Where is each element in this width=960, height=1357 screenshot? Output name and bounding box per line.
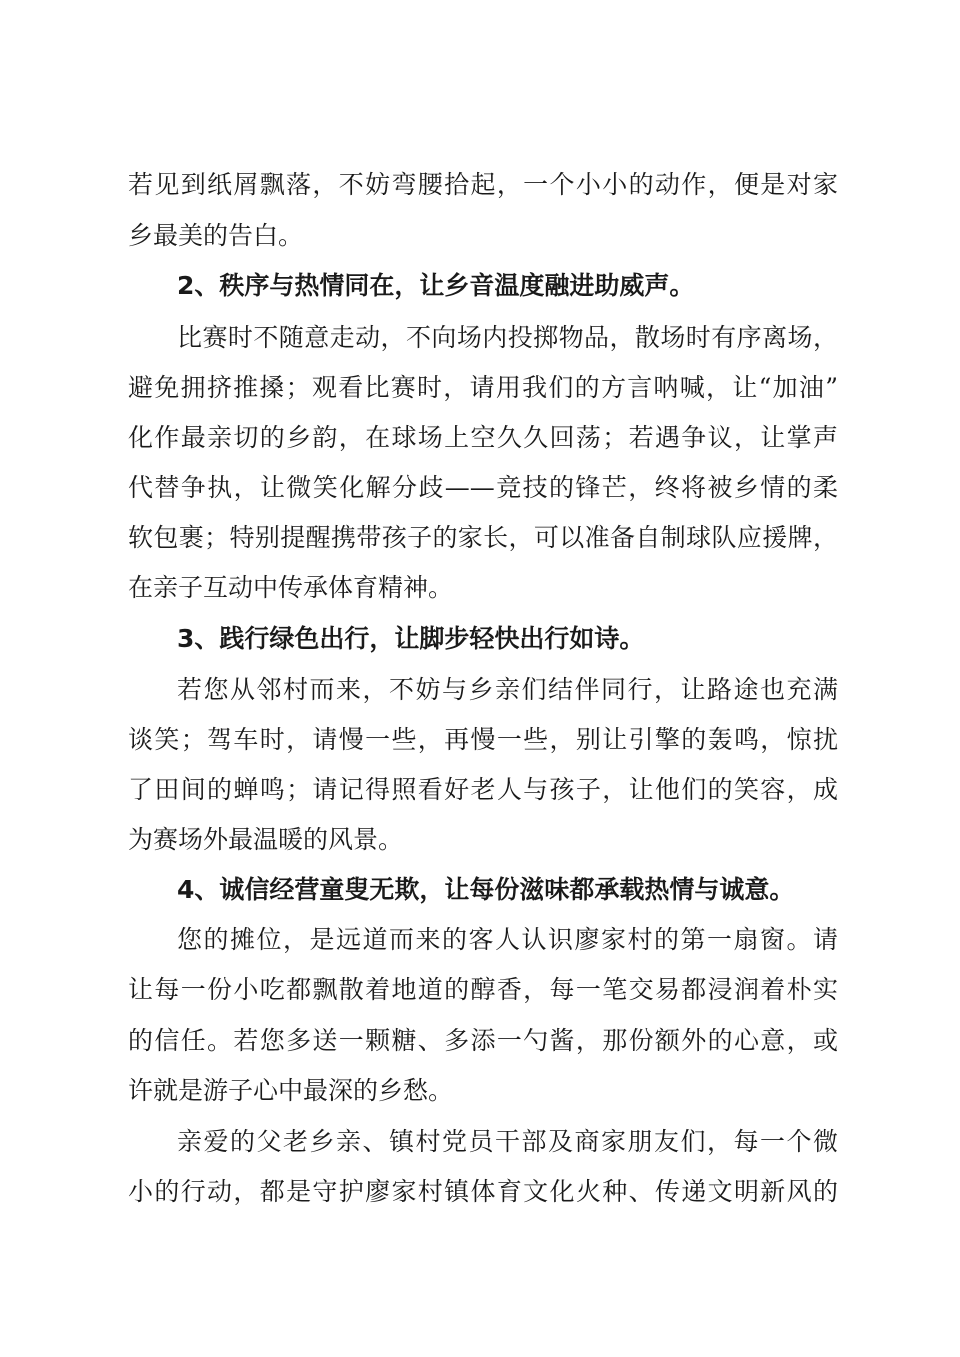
paragraph-4-line-3: 的信任。若您多送一颗糖、多添一勺酱，那份额外的心意，或 [128,1026,838,1055]
paragraph-3-line-1: 若您从邻村而来，不妨与乡亲们结伴同行，让路途也充满 [177,675,838,704]
paragraph-4-line-1: 您的摊位，是远道而来的客人认识廖家村的第一扇窗。请 [177,925,838,954]
paragraph-2-line-5: 软包裹；特别提醒携带孩子的家长，可以准备自制球队应援牌， [128,523,838,552]
paragraph-1-line-2: 乡最美的告白。 [128,221,304,250]
paragraph-2-line-3: 化作最亲切的乡韵，在球场上空久久回荡；若遇争议，让掌声 [128,423,838,452]
paragraph-4-line-4: 许就是游子心中最深的乡愁。 [128,1076,454,1105]
paragraph-2-line-6: 在亲子互动中传承体育精神。 [128,573,454,602]
paragraph-4-line-2: 让每一份小吃都飘散着地道的醇香，每一笔交易都浸润着朴实 [128,975,838,1004]
paragraph-3-line-2: 谈笑；驾车时，请慢一些，再慢一些，别让引擎的轰鸣，惊扰 [128,725,838,754]
paragraph-2-line-2: 避免拥挤推搡；观看比赛时，请用我们的方言呐喊，让“加油” [128,373,838,402]
paragraph-5-line-2: 小的行动，都是守护廖家村镇体育文化火种、传递文明新风的 [128,1177,838,1206]
section-heading-3: 3、践行绿色出行，让脚步轻快出行如诗。 [177,624,645,653]
paragraph-1-line-1: 若见到纸屑飘落，不妨弯腰拾起，一个小小的动作，便是对家 [128,170,838,199]
paragraph-3-line-3: 了田间的蝉鸣；请记得照看好老人与孩子，让他们的笑容，成 [128,775,838,804]
paragraph-5-line-1: 亲爱的父老乡亲、镇村党员干部及商家朋友们，每一个微 [177,1127,838,1156]
section-heading-4: 4、诚信经营童叟无欺，让每份滋味都承载热情与诚意。 [177,875,795,904]
paragraph-2-line-4: 代替争执，让微笑化解分歧——竞技的锋芒，终将被乡情的柔 [128,473,838,502]
paragraph-3-line-4: 为赛场外最温暖的风景。 [128,825,404,854]
section-heading-2: 2、秩序与热情同在，让乡音温度融进助威声。 [177,271,695,300]
paragraph-2-line-1: 比赛时不随意走动，不向场内投掷物品，散场时有序离场， [177,323,838,352]
